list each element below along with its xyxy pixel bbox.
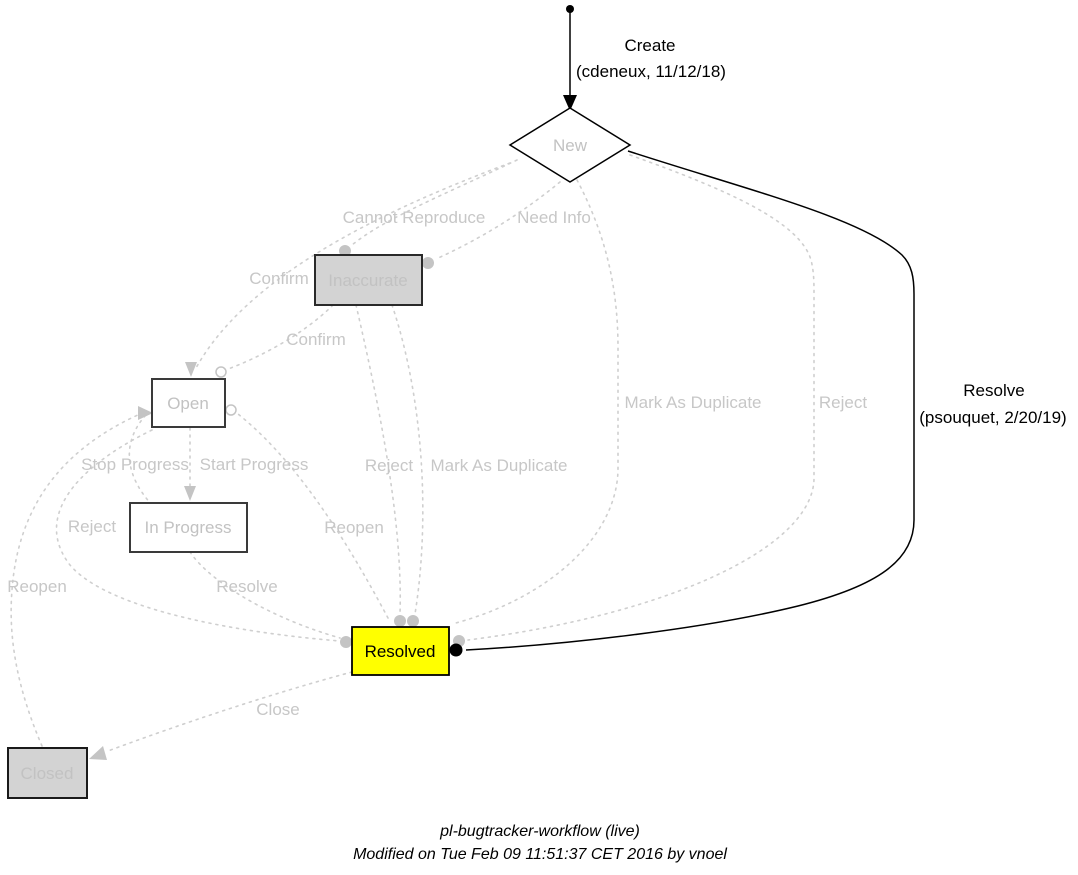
arrowhead-icon	[185, 362, 197, 377]
edge-label-confirm-from-new: Confirm	[249, 269, 309, 288]
arrowhead-icon	[89, 746, 107, 760]
arrowhead-icon	[184, 486, 196, 501]
node-closed	[8, 748, 87, 798]
dot-arrow-icon	[407, 615, 419, 627]
node-in-progress	[130, 503, 247, 552]
circle-arrow-icon	[226, 405, 236, 415]
node-new	[510, 108, 630, 182]
edge-new-resolved-mark-as-duplicate	[452, 180, 618, 624]
node-in-progress-label: In Progress	[144, 518, 232, 537]
dot-arrow-icon	[394, 615, 406, 627]
edge-label-mark-dup-from-inaccurate: Mark As Duplicate	[430, 456, 568, 475]
footer-title: pl-bugtracker-workflow (live)	[440, 823, 640, 840]
edge-label-start-progress: Start Progress	[199, 455, 309, 474]
edge-label-resolve-main: Resolve	[963, 381, 1025, 400]
node-open	[152, 379, 225, 427]
node-open-label: Open	[167, 394, 209, 413]
edge-label-close: Close	[256, 700, 300, 719]
edge-label-reject-from-inaccurate: Reject	[364, 456, 414, 475]
circle-arrow-icon	[216, 367, 226, 377]
edge-label-create-detail: (cdeneux, 11/12/18)	[576, 62, 726, 81]
node-resolved	[352, 627, 449, 675]
edge-label-reopen-from-closed: Reopen	[7, 577, 67, 596]
node-inaccurate	[315, 255, 422, 305]
edge-label-resolve-from-in-progress: Resolve	[216, 577, 278, 596]
end-dot-icon	[450, 644, 463, 657]
arrowhead-icon	[138, 406, 153, 420]
edge-resolved-closed-close	[89, 672, 352, 760]
edge-label-reject-from-new: Reject	[818, 393, 868, 412]
edge-label-reopen-from-resolved: Reopen	[324, 518, 384, 537]
edge-label-reject-from-open: Reject	[67, 517, 117, 536]
dot-arrow-icon	[422, 257, 434, 269]
edge-label-confirm-from-inaccurate: Confirm	[286, 330, 346, 349]
edge-label-cannot-reproduce: Cannot Reproduce	[342, 208, 486, 227]
edge-label-stop-progress: Stop Progress	[81, 455, 189, 474]
dot-arrow-icon	[340, 636, 352, 648]
edge-label-resolve-main-detail: (psouquet, 2/20/19)	[919, 408, 1067, 427]
start-dot-icon	[566, 5, 574, 13]
edge-label-need-info: Need Info	[517, 208, 591, 227]
node-inaccurate-label: Inaccurate	[328, 271, 408, 290]
node-closed-label: Closed	[20, 764, 74, 783]
edge-create	[563, 5, 577, 111]
footer-modified: Modified on Tue Feb 09 11:51:37 CET 2016 by vnoel	[353, 846, 727, 863]
edge-label-mark-dup-from-new: Mark As Duplicate	[624, 393, 762, 412]
edge-label-create: Create	[624, 36, 676, 55]
node-resolved-label: Resolved	[364, 642, 436, 661]
node-new-label: New	[552, 136, 588, 155]
